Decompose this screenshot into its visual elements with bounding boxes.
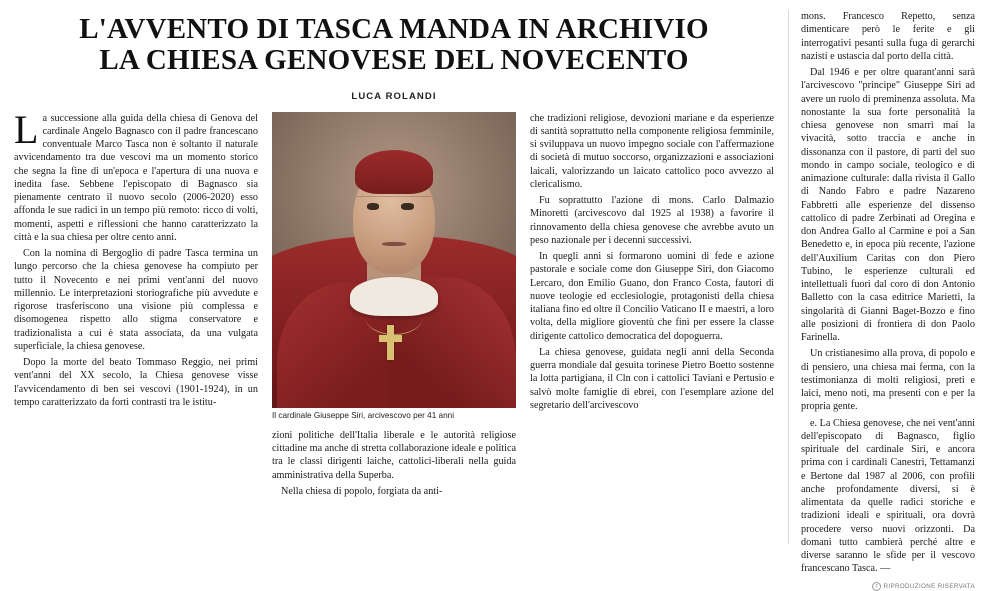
article-column-4 <box>788 10 975 590</box>
photo-pectoral-chain <box>365 298 424 335</box>
article-column-3 <box>530 112 774 544</box>
paragraph: Nella chiesa di popolo, forgiata da anti- <box>281 485 443 497</box>
main-article-block <box>14 10 774 544</box>
article-photo-figure <box>272 112 516 425</box>
paragraph <box>14 106 258 245</box>
paragraph: Con la nomina di Bergoglio di padre Tasca termina un lungo percorso che la chiesa genovese ha compiuto per tutto il Novecento e nei primi vent'anni del nuovo millennio. Le interpretazioni storiografiche più avvedute e rigorose trasferiscono una visione più complessa e disomogenea rispetto allo stigma conservatore e tradizionalista a cui è stata associata, da una vulgata superficiale, la chiesa genovese. <box>14 248 258 352</box>
paragraph: Un cristianesimo alla prova, di popolo e di pensiero, una chiesa mai ferma, con la testimonianza di molti religiosi, preti e laici, meno noti, ma presenti con e per la propria gente. <box>801 348 975 413</box>
headline-line-2: LA CHIESA GENOVESE DEL NOVECENTO <box>99 44 689 77</box>
right-rail-text <box>801 10 975 590</box>
headline-line-1: L'AVVENTO DI TASCA MANDA IN ARCHIVIO <box>79 13 709 45</box>
page-title <box>14 14 774 77</box>
photo-mouth <box>382 242 406 246</box>
article-column-1 <box>14 106 258 544</box>
copyright-icon: c <box>872 582 881 591</box>
drop-cap: L <box>14 106 39 152</box>
copyright-notice <box>801 576 975 591</box>
byline: LUCA ROLANDI <box>351 90 437 102</box>
paragraph: e. La Chiesa genovese, che nei vent'anni dell'episcopato di Bagnasco, figlio spirituale del cardinale Siri, e ancora prima con i cardinali Canestri, Tettamanzi e Bertone dal 1987 al 2006, con profili anche profondamente diversi, si è alimentata da quelle radici storiche e tradizioni ideali e spirituali, ora dovrà procedere verso nuovi orizzonti. Da domani tutto cambierà perché altre e diverse saranno le sfide per il vescovo francescano Tasca. — <box>801 417 975 575</box>
photo-eye-left <box>367 203 379 210</box>
paragraph: zioni politiche dell'Italia liberale e le autorità religiose cittadine ma anche di stretta collaborazione ideale e politica tra le classi dirigenti laiche, cattolici-liberali nella guida amministrativa della Superba. <box>272 429 516 481</box>
paragraph: In quegli anni si formarono uomini di fede e azione pastorale e sociale come don Giuseppe Siri, don Giacomo Lercaro, don Emilio Guano, don Franco Costa, fautori di nuove teologie ed ecclesiologie, protagonisti della chiesa italiana fino ed oltre il Concilio Vaticano II e maestri, a loro volta, della migliore gioventù che finì per essere la classe dirigente cattolico democratica del dopoguerra. <box>530 251 774 342</box>
paragraph: Dal 1946 e per oltre quarant'anni sarà l'arcivescovo "principe" Giuseppe Siri ad avere un ruolo di preminenza assoluta. Ma nonostante la sua forte personalità la chiesa genovese non smarrì mai la vivacità, sotto traccia e anche in dissonanza con il pastore, di parti del suo mondo in campo sociale, teologico e di animazione culturale: dalla rivista il Gallo di Nando Fabro e padre Nazareno Fabbretti alle esperienze del dissenso cattolico di padre Zerbinati ad Oregina e don Andrea Gallo al Carmine e poi a San Benedetto e, in epoca più recente, l'azione dell'Auxilium Caritas con don Piero Tubino, le esperienze culturali ed intellettuali fuori dal coro di don Antonio Balletto con la casa editrice Marietti, la singolarità di Gianni Baget-Bozzo e fino alle posizioni di frontiera di don Paolo Farinella. <box>801 67 975 343</box>
article-column-2 <box>272 112 516 544</box>
copyright-text: RIPRODUZIONE RISERVATA <box>883 582 975 590</box>
paragraph: Fu soprattutto l'azione di mons. Carlo Dalmazio Minoretti (arcivescovo dal 1925 al 1938) a favorire il rinnovamento della chiesa genovese che avrebbe avuto un peso nazionale per i decenni successivi. <box>530 195 774 246</box>
paragraph-text: a successione alla guida della chiesa di Genova del cardinale Angelo Bagnasco con il padre francescano conventuale Marco Tasca non è soltanto il naturale avvicendamento tra due vescovi ma un momento storico che segna la fine di un'epoca e l'apertura di una nuova e inedita fase. Sebbene l'episcopato di Bagnasco sia pienamente centrato il nuovo secolo (2006-2020) esso affonda le sue radici in un tempo più remoto: ricco di volti, momenti, aspetti e riflessioni che hanno caratterizzato la città e la sua chiesa per oltre cento anni. <box>14 112 258 243</box>
paragraph: Dopo la morte del beato Tommaso Reggio, nei primi vent'anni del XX secolo, la Chiesa genovese visse l'avvicendamento di ben sei vescovi (1901-1924), in un tempo caratterizzato da forti contrasti tra le istitu- <box>14 357 258 408</box>
cardinal-portrait-image <box>272 112 516 408</box>
photo-zucchetto <box>355 150 433 194</box>
photo-pectoral-cross <box>387 325 394 361</box>
photo-caption: Il cardinale Giuseppe Siri, arcivescovo per 41 anni <box>272 410 455 420</box>
photo-eye-right <box>401 203 413 210</box>
article-columns <box>14 106 774 544</box>
paragraph: La chiesa genovese, guidata negli anni della Seconda guerra mondiale dal gesuita torinese Pietro Boetto sostenne la lotta partigiana, il Cln con i cattolici Taviani e Pertusio e salvò molte famiglie di ebrei, con l'esemplare azione del segretario dell'arcivescovo <box>530 346 774 411</box>
paragraph: mons. Francesco Repetto, senza dimenticare però le ferite e gli interrogativi pesanti sulla fuga di gerarchi nazisti e ustascia dal porto della città. <box>801 11 975 62</box>
paragraph: che tradizioni religiose, devozioni mariane e da esperienze di santità soprattutto nella componente religiosa femminile, si sviluppava un nuovo impegno sociale con l'affermazione di società di mutuo soccorso, organizzazioni e associazioni laicali, valorizzando un laicato cattolico poco avvezzo al clericalismo. <box>530 112 774 190</box>
